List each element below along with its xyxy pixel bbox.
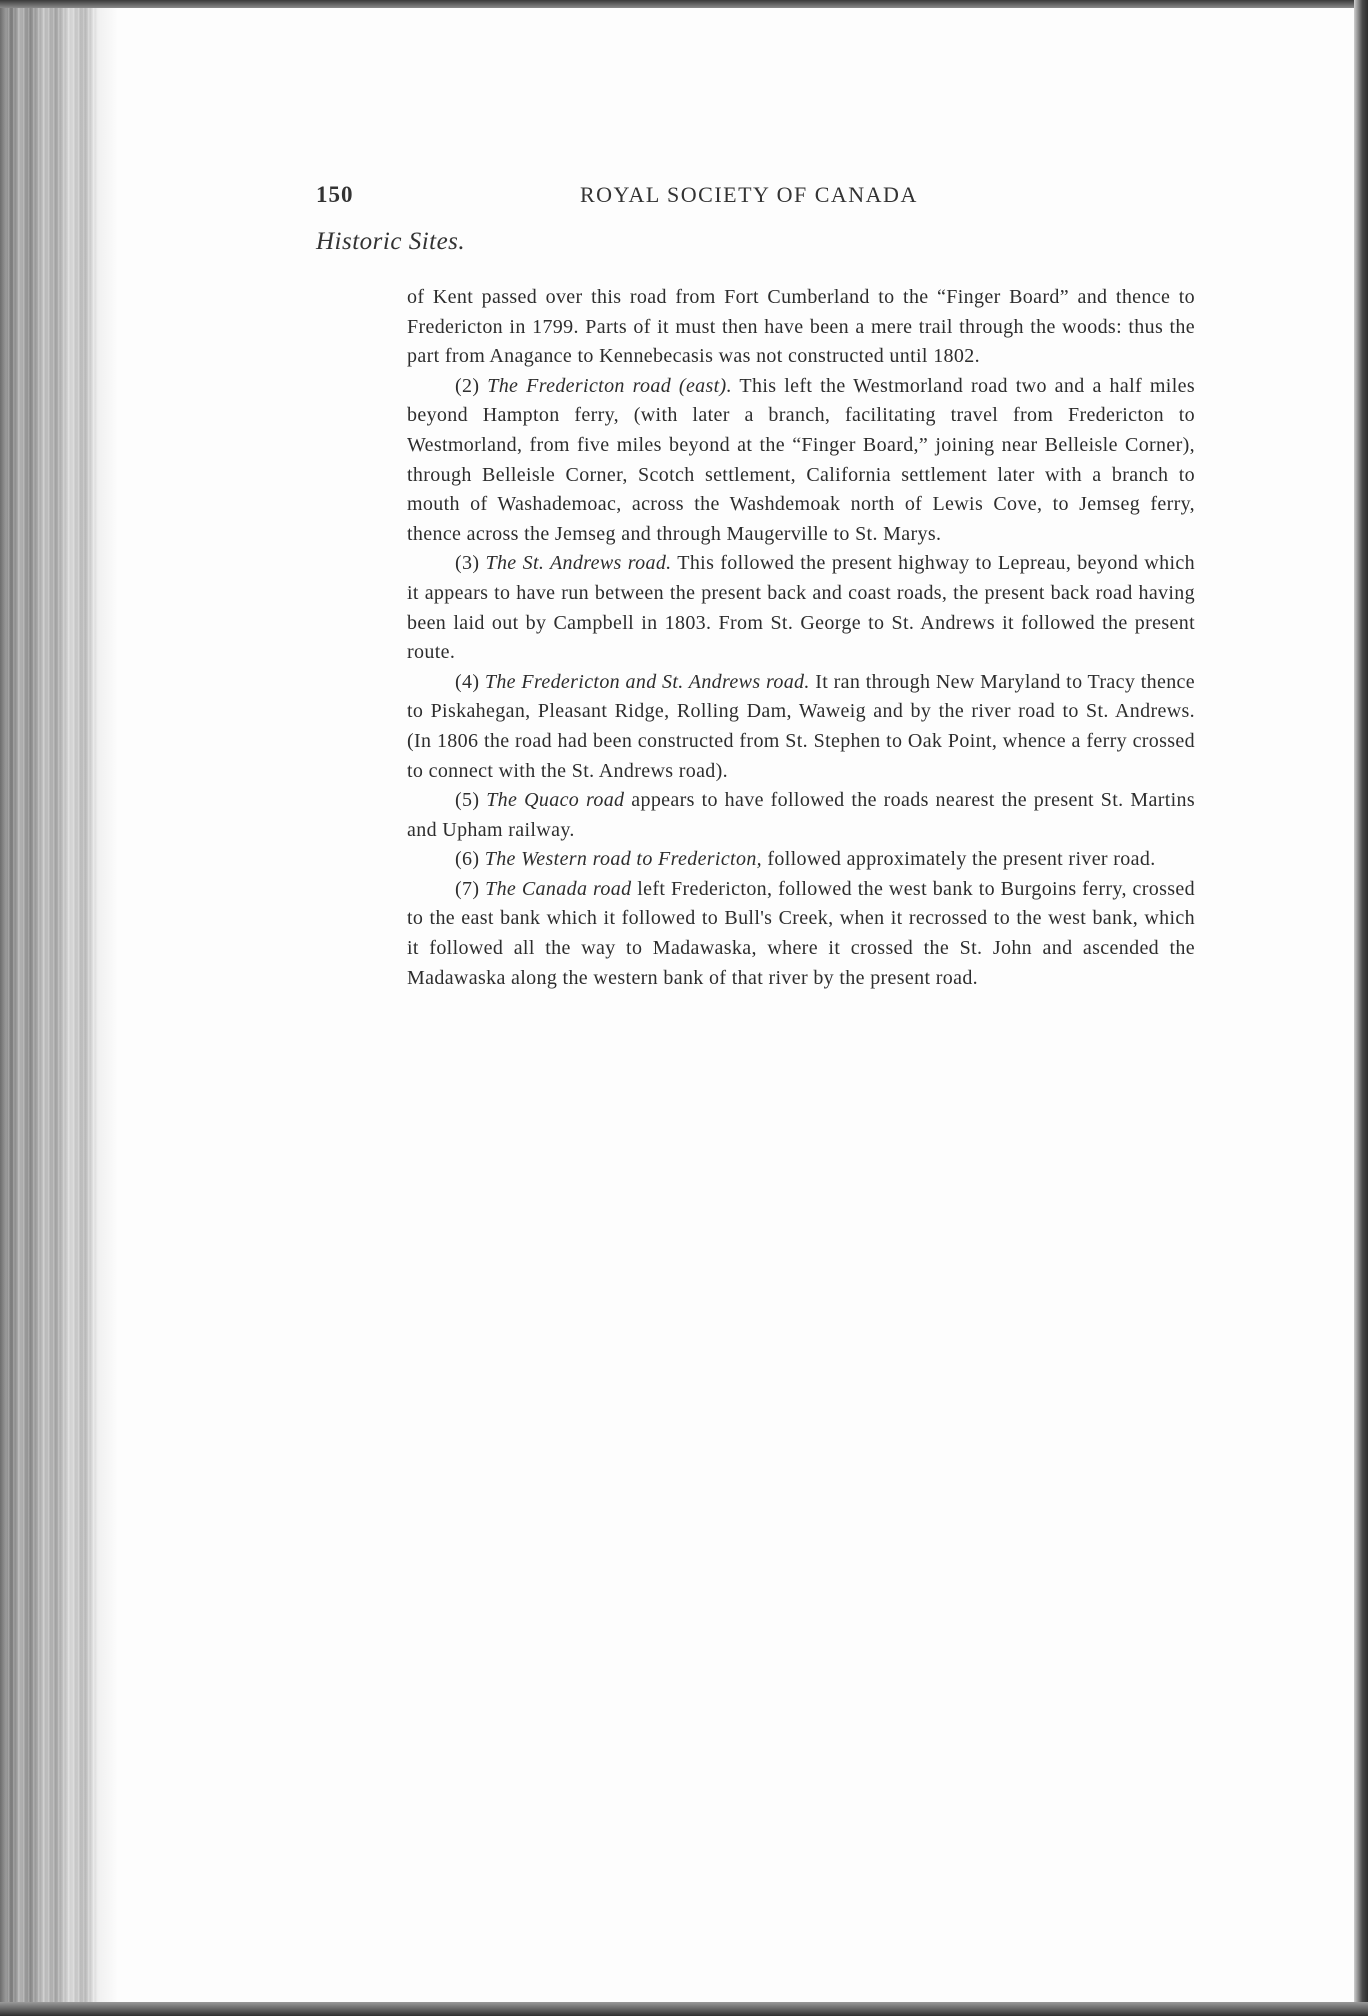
paragraph-text: followed approximately the present river road.: [762, 848, 1156, 871]
page-number: 150: [316, 182, 354, 207]
road-name: The Fredericton road (east).: [487, 374, 732, 397]
road-name: The St. Andrews road.: [485, 552, 672, 575]
paragraph-1: [407, 283, 1195, 372]
paragraph-number: (6): [455, 848, 485, 871]
paragraph-3: [407, 549, 1195, 667]
paragraph-text: of Kent passed over this road from Fort Cumberland to the “Finger Board” and thence to Fredericton in 1799. Parts of it must then have been a mere trail through the woods: thus the part from Anagance to Kennebecasis was not constructed until 1802.: [407, 286, 1195, 368]
paragraph-4: [407, 668, 1195, 786]
running-head: [316, 182, 1196, 214]
paragraph-number: (7): [455, 877, 486, 900]
section-title: Historic Sites.: [316, 228, 466, 255]
paragraph-number: (5): [455, 789, 487, 812]
paragraph-5: [407, 786, 1195, 845]
paragraph-text: It ran through New Maryland to Tracy thence to Piskahegan, Pleasant Ridge, Rolling Dam, Waweig and by the river road to St. Andrews. (In 1806 the road had been constructed from St. Stephen to Oak Point, whence a ferry crossed to connect with the St. Andrews road).: [407, 670, 1195, 782]
paragraph-text: left Fredericton, followed the west bank to Burgoins ferry, crossed to the east bank which it followed to Bull's Creek, when it recrossed to the west bank, which it followed all the way to Madawaska, where it crossed the St. John and ascended the Madawaska along the western bank of that river by the present road.: [407, 877, 1195, 989]
paragraph-text: appears to have followed the roads nearest the present St. Martins and Upham railway.: [407, 789, 1195, 841]
paragraph-6: [407, 845, 1195, 875]
paragraph-text: This followed the present highway to Lepreau, beyond which it appears to have run between the present back and coast roads, the present back road having been laid out by Campbell in 1803. From St. George to St. Andrews it followed the present route.: [407, 552, 1195, 664]
paragraph-7: [407, 875, 1195, 993]
body-text: [407, 283, 1195, 993]
road-name: The Canada road: [485, 877, 632, 900]
road-name: The Western road to Fredericton,: [484, 848, 763, 871]
road-name: The Fredericton and St. Andrews road.: [484, 670, 810, 693]
paragraph-text: This left the Westmorland road two and a half miles beyond Hampton ferry, (with later a branch, facilitating travel from Fredericton to Westmorland, from five miles beyond at the “Finger Board,” joining near Belleisle Corner), through Belleisle Corner, Scotch settlement, California settlement later with a branch to mouth of Washademoac, across the Washdemoak north of Lewis Cove, to Jemseg ferry, thence across the Jemseg and through Maugerville to St. Marys.: [407, 374, 1195, 545]
paragraph-number: (2): [455, 374, 488, 397]
paragraph-2: [407, 372, 1195, 550]
paragraph-number: (4): [455, 670, 485, 693]
paragraph-number: (3): [455, 552, 486, 575]
journal-title: ROYAL SOCIETY OF CANADA: [580, 182, 918, 207]
road-name: The Quaco road: [486, 789, 625, 812]
